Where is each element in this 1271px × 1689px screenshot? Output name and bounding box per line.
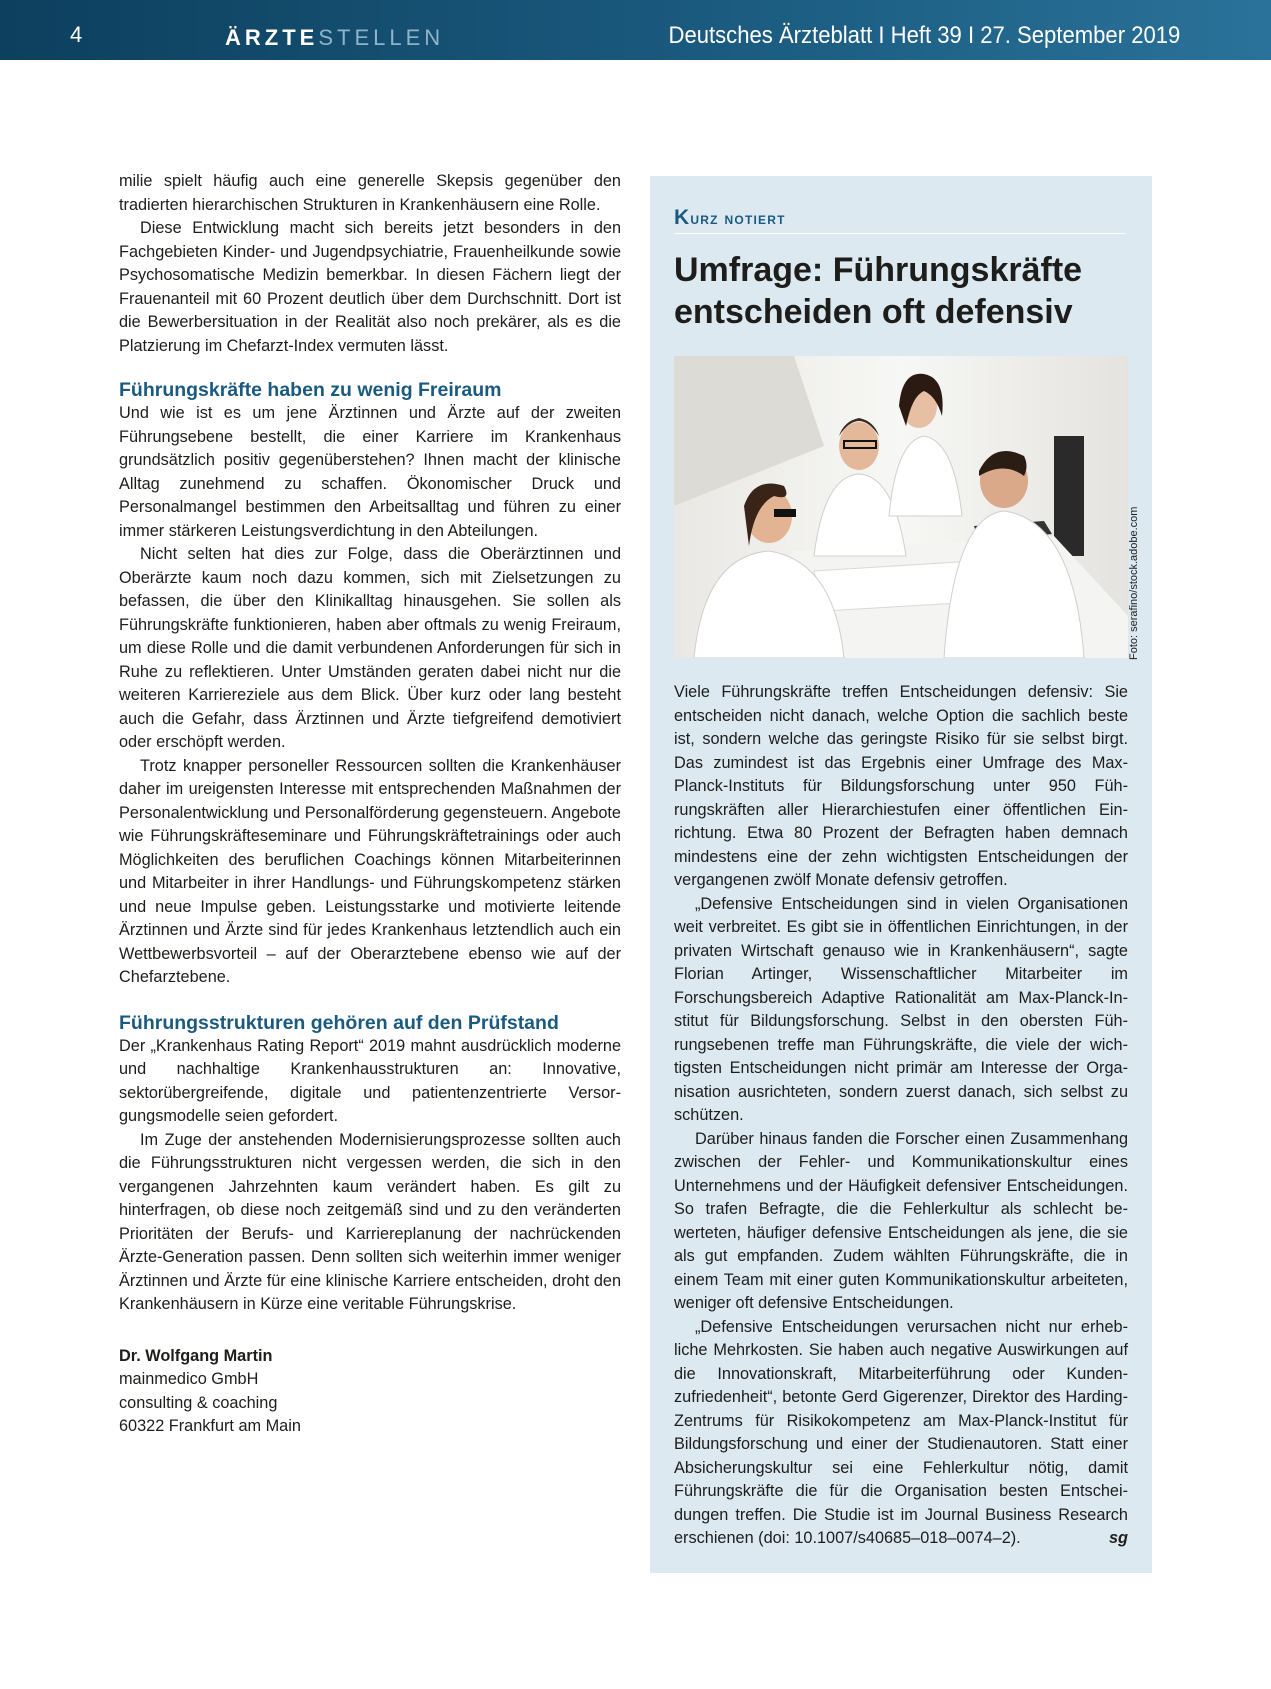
section-heading: Führungsstrukturen gehören auf den Prüfstand bbox=[119, 1011, 559, 1034]
photo-credit: Foto: serafino/stock.adobe.com bbox=[1128, 506, 1140, 660]
author-company: mainmedico GmbH bbox=[119, 1370, 259, 1388]
article-paragraph: Im Zuge der anstehenden Modernisierungsprozesse sollten auch die Führungsstrukturen nicht vergessen werden, die sich in den vergangenen Jahrzehnten kaum verändert haben. Es gilt zu hinterfragen, ob diese noch zeitgemäß sind und zu den veränderten Prioritäten der Berufs- und Karriereplanung der nachrückenden Ärzte-Generation passen. Denn sollten sich weiterhin immer weniger Ärztinnen und Ärzte für eine klinische Karriere entscheiden, droht den Krankenhäusern in Kürze eine veritable Führungskrise. bbox=[119, 1130, 621, 1313]
box-paragraph: „Defensive Entscheidungen sind in vielen Organisationen weit verbreitet. Es gibt sie in öffentlichen Einrichtungen, in der privaten Wirtschaft genauso wie in Krankenhäusern“, sagte Florian Artinger, Wissenschaftlicher Mitarbeiter im Forschungsbereich Adaptive Rationalität am Max-Planck-Institut für Bildungsforschung. Selbst in den obersten Führungsebenen treffe man Führungskräfte, die viele der wichtigsten Entscheidungen nicht primär am Interesse der Organisation ausrichteten, sondern zuerst danach, sich selbst zu schützen. bbox=[674, 894, 1128, 1124]
issue-info: Deutsches Ärzteblatt I Heft 39 I 27. September 2019 bbox=[668, 22, 1180, 49]
author-signature: sg bbox=[1108, 1529, 1128, 1547]
page-header bbox=[0, 0, 1271, 60]
box-paragraph: Viele Führungskräfte treffen Entscheidungen defensiv: Sie entscheiden nicht danach, welche Option die sachlich beste ist, sondern welche das geringste Risiko für sie selbst birgt. Das zumindest ist das Ergebnis einer Umfrage des Max-Planck-Instituts für Bildungsforschung unter 950 Führungskräften aller Hierarchiestufen einer öffentlichen Einrichtung. Etwa 80 Prozent der Befragten haben demnach mindestens eine der zehn wichtigsten Entscheidungen der vergangenen zwölf Monate defensiv getroffen. bbox=[674, 683, 1128, 889]
article-paragraph: milie spielt häufig auch eine generelle Skepsis gegenüber den tradierten hierarchischen Strukturen in Krankenhäusern eine Rolle. bbox=[119, 172, 621, 214]
team-photo bbox=[674, 356, 1128, 658]
section-heading: Führungskräfte haben zu wenig Freiraum bbox=[119, 379, 502, 401]
box-paragraph: Darüber hinaus fanden die Forscher einen Zusammenhang zwischen der Fehler- und Kommunikationskultur eines Unternehmens und der Häufigkeit defensiver Entscheidungen. So trafen Befragte, die die Fehlerkultur als schlecht bewerteten, häufiger defensive Entscheidungen als jene, die sie als gut empfanden. Zudem wählten Führungskräfte, die in einem Team mit einer guten Kommunikationskultur arbeiteten, weniger oft defensive Entscheidungen. bbox=[674, 1129, 1128, 1312]
box-article bbox=[674, 681, 1128, 1551]
box-paragraph-text: „Defensive Entscheidungen verursachen nicht nur erhebliche Mehrkosten. Sie haben auch negative Auswirkungen auf die Innovationskraft, Mitarbeiterführung oder Kundenzufriedenheit“, betonte Gerd Gigerenzer, Direktor des Harding-Zentrums für Risikokompetenz am Max-Planck-Institut für Bildungsforschung und einer der Studienautoren. Statt einer Absicherungskultur sei eine Fehlerkultur nötig, damit Führungskräfte die für die Organisation besten Entscheidungen treffen. Die Studie ist im Journal Business Research erschienen (doi: 10.1007/s40685–018–0074–2). bbox=[674, 1317, 1128, 1547]
author-address: 60322 Frankfurt am Main bbox=[119, 1417, 301, 1435]
box-title: Umfrage: Führungskräfte entscheiden oft defensiv bbox=[674, 251, 1083, 331]
box-paragraph bbox=[674, 1316, 1128, 1551]
sidebar-box bbox=[650, 176, 1152, 1573]
article-paragraph: Trotz knapper personeller Ressourcen sollten die Krankenhäuser daher im ureigensten Interesse mit entsprechenden Maßnahmen der Personalentwicklung und Personalförderung gegensteuern. Angebote wie Führungskräfteseminare und Führungskräftetrainings oder auch Möglichkeiten des beruflichen Coachings können Mitarbeiterinnen und Mitarbeiter in ihrer Handlungs- und Führungskompetenz stärken und neue Impulse geben. Leistungsstarke und motivierte leitende Ärztinnen und Ärzte sind für jedes Krankenhaus letztendlich auch ein Wettbewerbsvorteil – auf der Oberarztebene ebenso wie auf der Chefarztebene. bbox=[119, 756, 621, 986]
author-tagline: consulting & coaching bbox=[119, 1393, 278, 1412]
page-number: 4 bbox=[70, 22, 83, 47]
divider bbox=[674, 233, 1126, 234]
box-kicker: Kurz notiert bbox=[674, 206, 786, 229]
article-paragraph: Diese Entwicklung macht sich bereits jetzt besonders in den Fachgebieten Kinder- und Jugendpsychiatrie, Frauenheilkunde sowie Psychosomatische Medizin bemerkbar. In diesen Fächern liegt der Frauenanteil mit 60 Prozent deutlich über dem Durchschnitt. Dort ist die Bewerbersituation in der Realität also noch prekärer, als es die Platzierung im Chefarzt-Index vermuten lässt. bbox=[119, 219, 621, 355]
main-article bbox=[119, 170, 621, 1439]
article-paragraph: Der „Krankenhaus Rating Report“ 2019 mahnt ausdrücklich moderne und nachhaltige Krankenhausstrukturen an: Innovative, sektorübergreifende, digitale und patientenzentrierte Versorgungsmodelle seien gefordert. bbox=[119, 1036, 621, 1125]
author-block bbox=[119, 1345, 621, 1439]
brand-logo: ÄRZTESTELLEN bbox=[225, 25, 445, 50]
article-paragraph: Nicht selten hat dies zur Folge, dass die Oberärztinnen und Oberärzte kaum noch dazu kommen, sich mit Zielsetzungen zu befassen, die über den Klinikalltag hinausgehen. Sie sollen als Führungskräfte funktionieren, haben aber oftmals zu wenig Freiraum, um diese Rolle und die damit verbundenen Anforderungen für sich in Ruhe zu reflektieren. Unter Umständen geraten dabei nicht nur die weiteren Karriereziele aus dem Blick. Über kurz oder lang besteht auch die Gefahr, dass Ärztinnen und Ärzte tiefgreifend demotiviert oder erschöpft werden. bbox=[119, 545, 621, 751]
article-paragraph: Und wie ist es um jene Ärztinnen und Ärzte auf der zweiten Führungsebene bestellt, die einer Karriere im Krankenhaus grundsätzlich positiv gegenüberstehen? Ihnen macht der klinische Alltag zunehmend zu schaffen. Ökonomischer Druck und Personalmangel bestimmen den Arbeitsalltag und führen zu einer immer stärkeren Leistungsverdichtung in den Abteilungen. bbox=[119, 404, 621, 540]
author-name: Dr. Wolfgang Martin bbox=[119, 1346, 273, 1365]
photo-illustration bbox=[674, 356, 1128, 658]
